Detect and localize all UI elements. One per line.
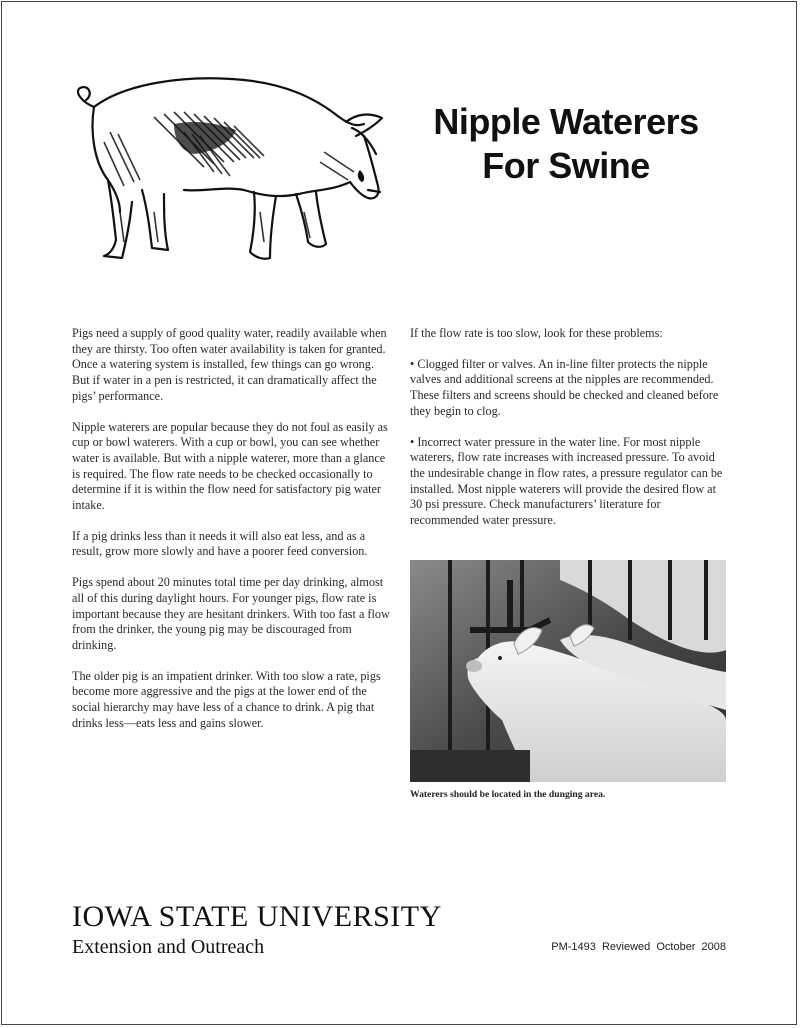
left-paragraph-2: Nipple waterers are popular because they do not foul as easily as cup or bowl waterers. With a cup or bowl, you can see whether water is available. But with a nipple waterer, more than a glance is required. The flow rate needs to be checked occasionally to determine if it is within the flow need for satisfactory pig water intake. [72,419,388,513]
review-status: Reviewed [601,941,651,953]
right-column [410,326,728,544]
left-paragraph-3: If a pig drinks less than it needs it will also eat less, and as a result, grow more slowly and have a poorer feed conversion. [72,528,368,559]
left-column [72,326,390,746]
left-paragraph-5: The older pig is an impatient drinker. With too slow a rate, pigs become more aggressive and the pigs at the lower end of the social hierarchy may have less of a chance to drink. A pig that drinks less—eats less and gains slower. [72,668,381,730]
department-name: Extension and Outreach [72,936,265,958]
title-line-2: For Swine [482,145,650,186]
title-line-1: Nipple Waterers [433,101,699,142]
publication-info [551,941,726,953]
publication-date: October 2008 [656,941,726,953]
left-paragraph-4: Pigs spend about 20 minutes total time per day drinking, almost all of this during daylight hours. For younger pigs, flow rate is important because they are hesitant drinkers. With too fast a flow from the drinker, the young pig may be discouraged from drinking. [72,575,390,652]
pig-sketch-icon [64,62,394,277]
photo-caption: Waterers should be located in the dunging area. [410,789,606,800]
bullet-clogged-filter: • Clogged filter or valves. An in-line filter protects the nipple valves and additional screens at the nipples are recommended. These filters and screens should be checked and cleaned before they begin to clog. [410,356,719,418]
pigs-at-waterer-photo [410,560,726,782]
university-wordmark [72,900,442,960]
university-name: IOWA STATE UNIVERSITY [72,900,442,933]
right-intro: If the flow rate is too slow, look for these problems: [410,326,663,340]
bullet-water-pressure: • Incorrect water pressure in the water line. For most nipple waterers, flow rate increases with increased pressure. To avoid the undesirable change in flow rates, a pressure regulator can be installed. Most nipple waterers will provide the desired flow at 30 psi pressure. Check manufacturers’ literature for recommended water pressure. [410,434,723,528]
publication-id: PM-1493 [551,941,596,953]
left-paragraph-1: Pigs need a supply of good quality water, readily available when they are thirsty. Too often water availability is taken for granted. Once a watering system is installed, few things can go wrong. But if water in a pen is restricted, it can dramatically affect the pigs’ performance. [72,326,387,403]
page-title [408,100,724,188]
